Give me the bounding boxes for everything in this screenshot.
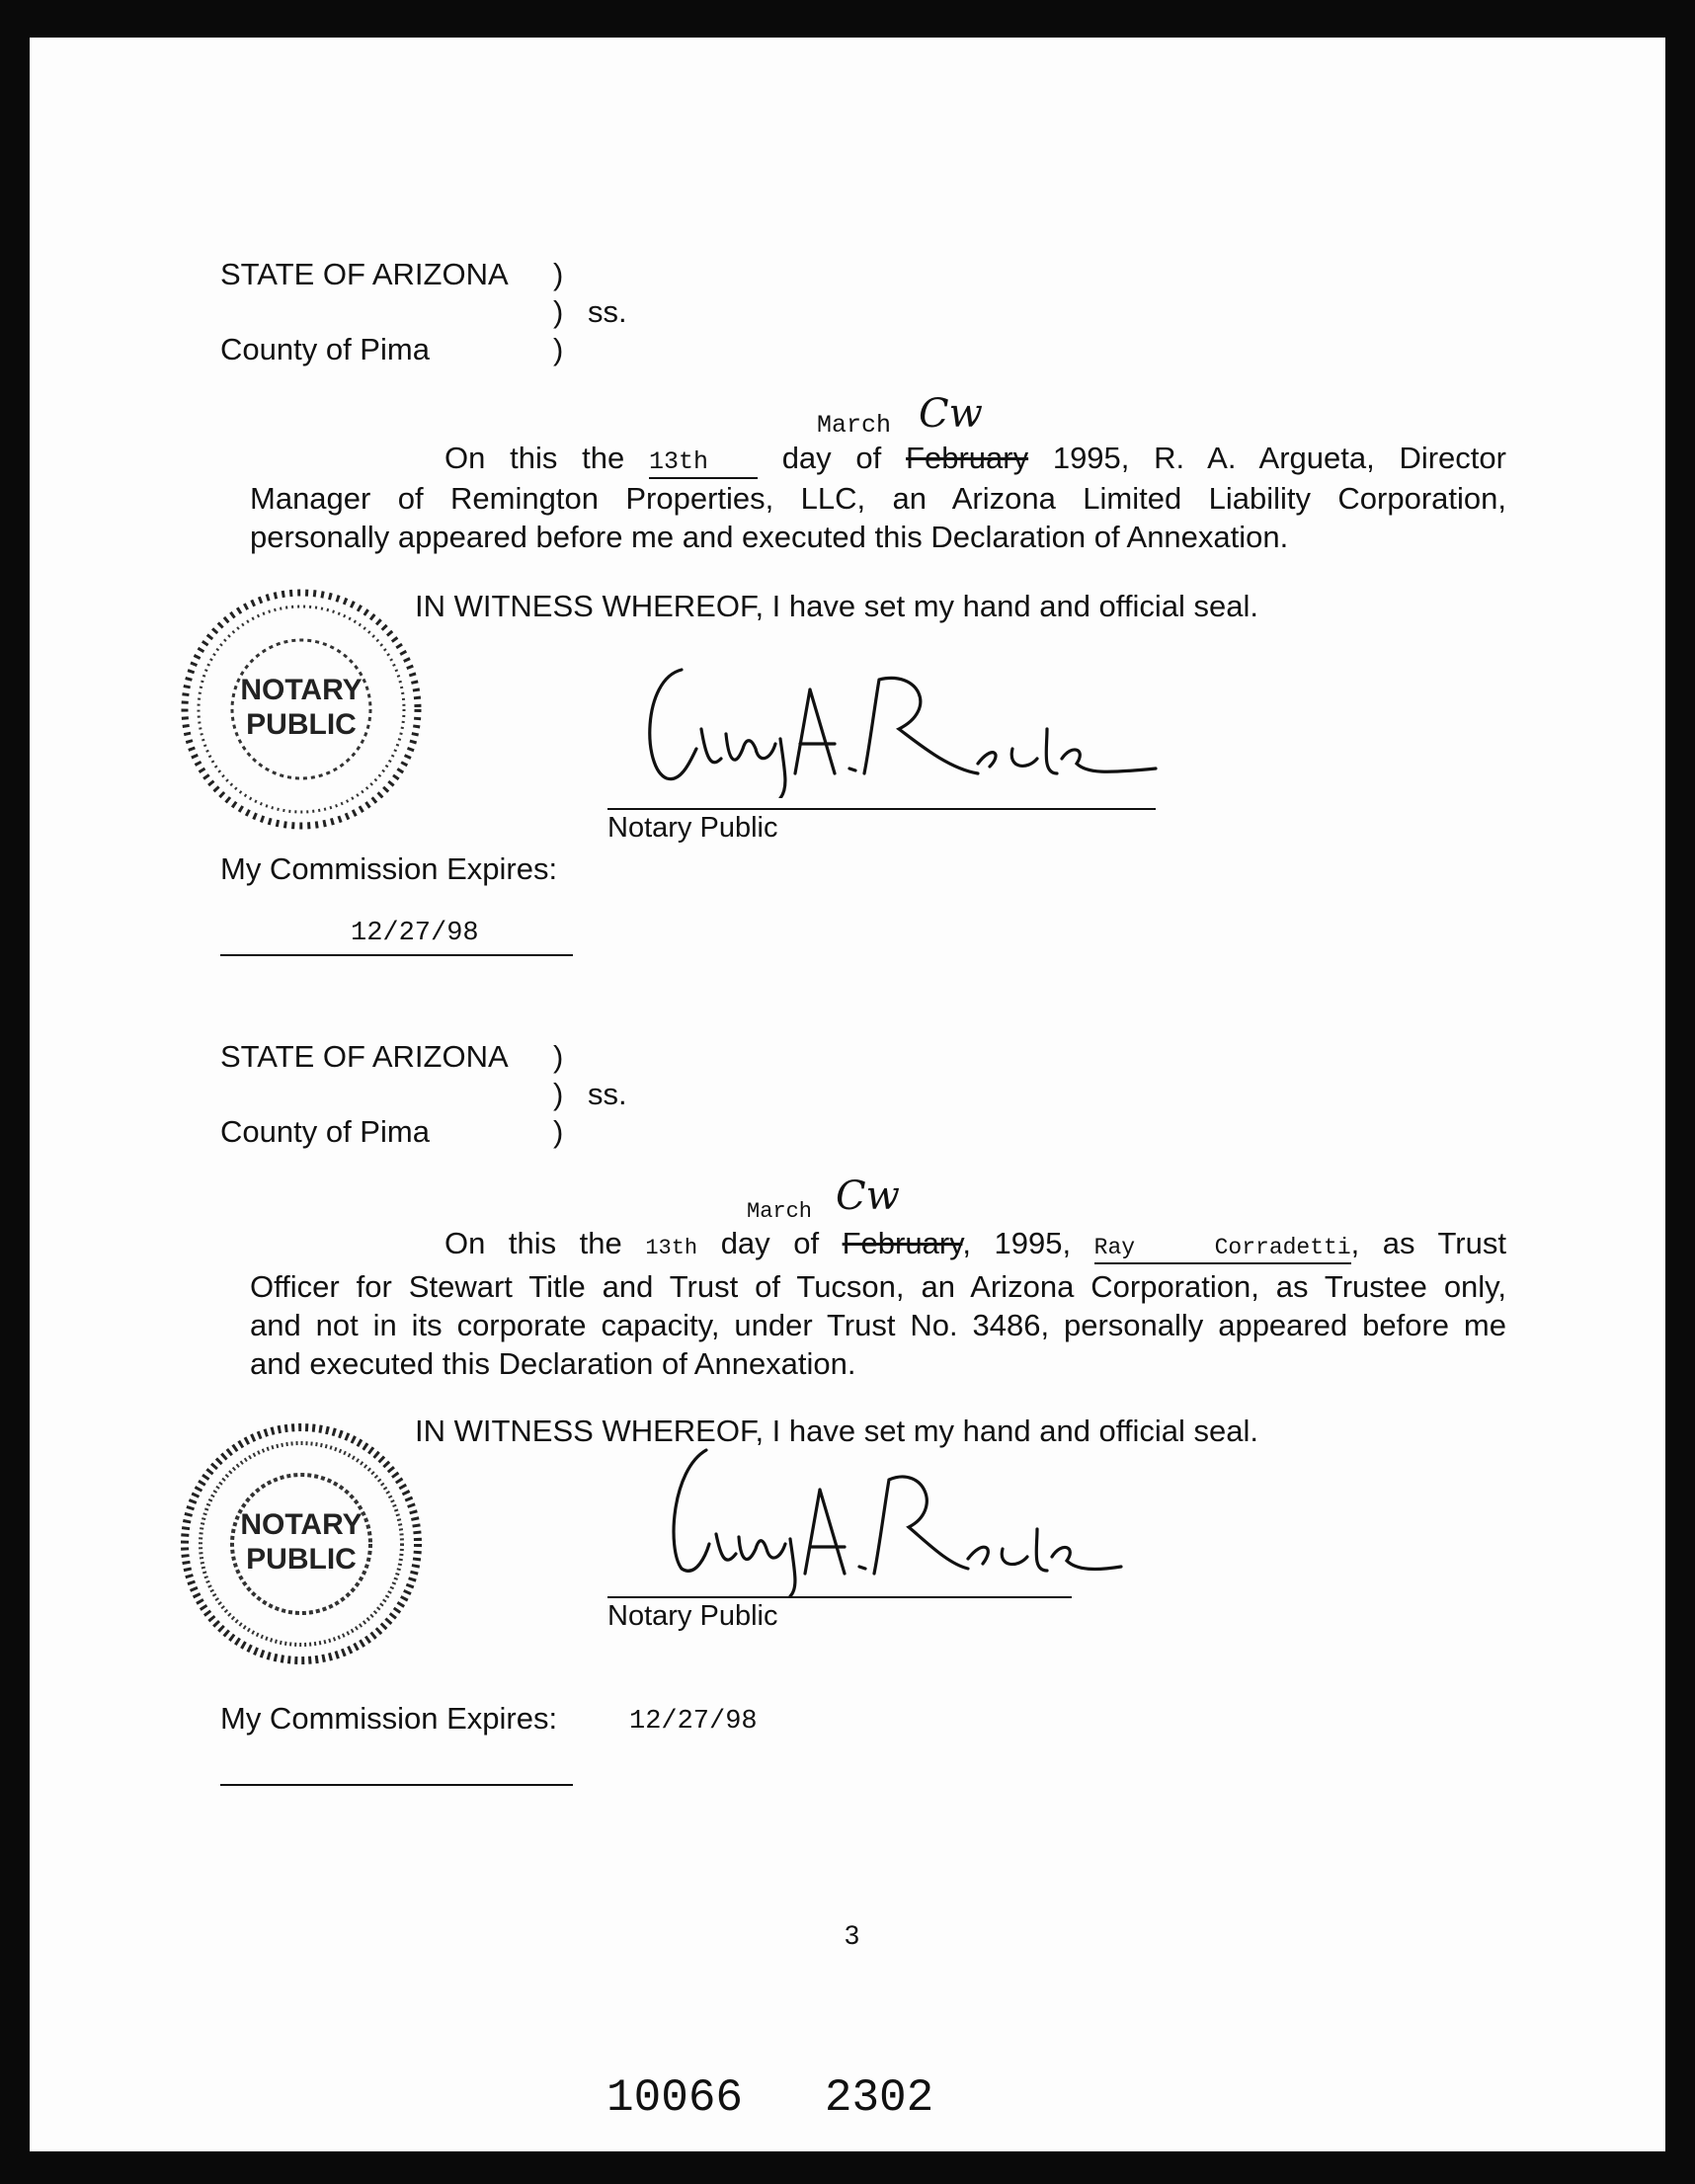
document-footer-code: 10066 2302 [606,2072,934,2124]
seal-text: NOTARY [240,1508,363,1541]
commission-line [220,1784,573,1786]
seal-text: PUBLIC [246,1543,357,1576]
notary-public-label: Notary Public [607,1600,778,1632]
venue-county: County of Pima [220,332,430,366]
venue-paren: ) [553,1077,564,1111]
day-handwritten: 13th [645,1236,698,1260]
venue-paren: ) [553,257,564,291]
struck-month: February [906,441,1029,475]
venue-paren: ) [553,294,564,329]
ack-line: personally appeared before me and executed this Declaration of Annexation. [250,520,1289,554]
correction-initials: Cw [836,1173,900,1219]
month-correction: March [747,1199,813,1224]
seal-text: NOTARY [240,674,363,706]
venue-state: STATE OF ARIZONA [220,1039,509,1074]
ack-line: and not in its corporate capacity, under Trust No. 3486, personally appeared before me [250,1308,1506,1342]
venue-ss: ss. [588,1077,627,1111]
seal-text: PUBLIC [246,708,357,741]
name-blank: Ray Corradetti [1094,1233,1351,1264]
signature-line [607,1596,1072,1598]
month-correction: March [817,411,892,440]
witness-clause: IN WITNESS WHEREOF, I have set my hand and official seal. [415,589,1258,623]
notary-public-label: Notary Public [607,812,778,844]
ack-line: Officer for Stewart Title and Trust of Tucson, an Arizona Corporation, as Trustee only, [250,1269,1506,1304]
commission-label: My Commission Expires: [220,851,558,886]
acknowledgment-paragraph [250,1224,1506,1383]
ack-line: On this the 13th day of February 1995, R. A. Argueta, Director [250,439,1506,479]
day-blank: 13th [649,447,758,479]
ack-line: and executed this Declaration of Annexation. [250,1346,856,1381]
commission-line [220,954,573,956]
witness-clause: IN WITNESS WHEREOF, I have set my hand and official seal. [415,1414,1258,1448]
ack-line: On this the 13th day of February, 1995, Ray Corradetti, as Trust [250,1224,1506,1267]
commission-label: My Commission Expires: [220,1701,558,1736]
venue-ss: ss. [588,294,627,329]
venue-paren: ) [553,1114,564,1149]
venue-state: STATE OF ARIZONA [220,257,509,291]
commission-date: 12/27/98 [629,1707,758,1737]
venue-county: County of Pima [220,1114,430,1149]
page-number: 3 [845,1920,860,1950]
notary-seal [178,1420,425,1667]
commission-date: 12/27/98 [351,919,479,948]
venue-paren: ) [553,1039,564,1074]
ack-line: Manager of Remington Properties, LLC, an Arizona Limited Liability Corporation, [250,481,1506,516]
signature-line [607,808,1156,810]
acknowledgment-paragraph [250,439,1506,556]
notary-seal [178,586,425,833]
struck-month: February [842,1226,963,1260]
notary-signature [622,1440,1136,1598]
notary-signature [622,650,1175,798]
venue-paren: ) [553,332,564,366]
correction-initials: Cw [919,391,983,437]
document-page [30,38,1665,2151]
